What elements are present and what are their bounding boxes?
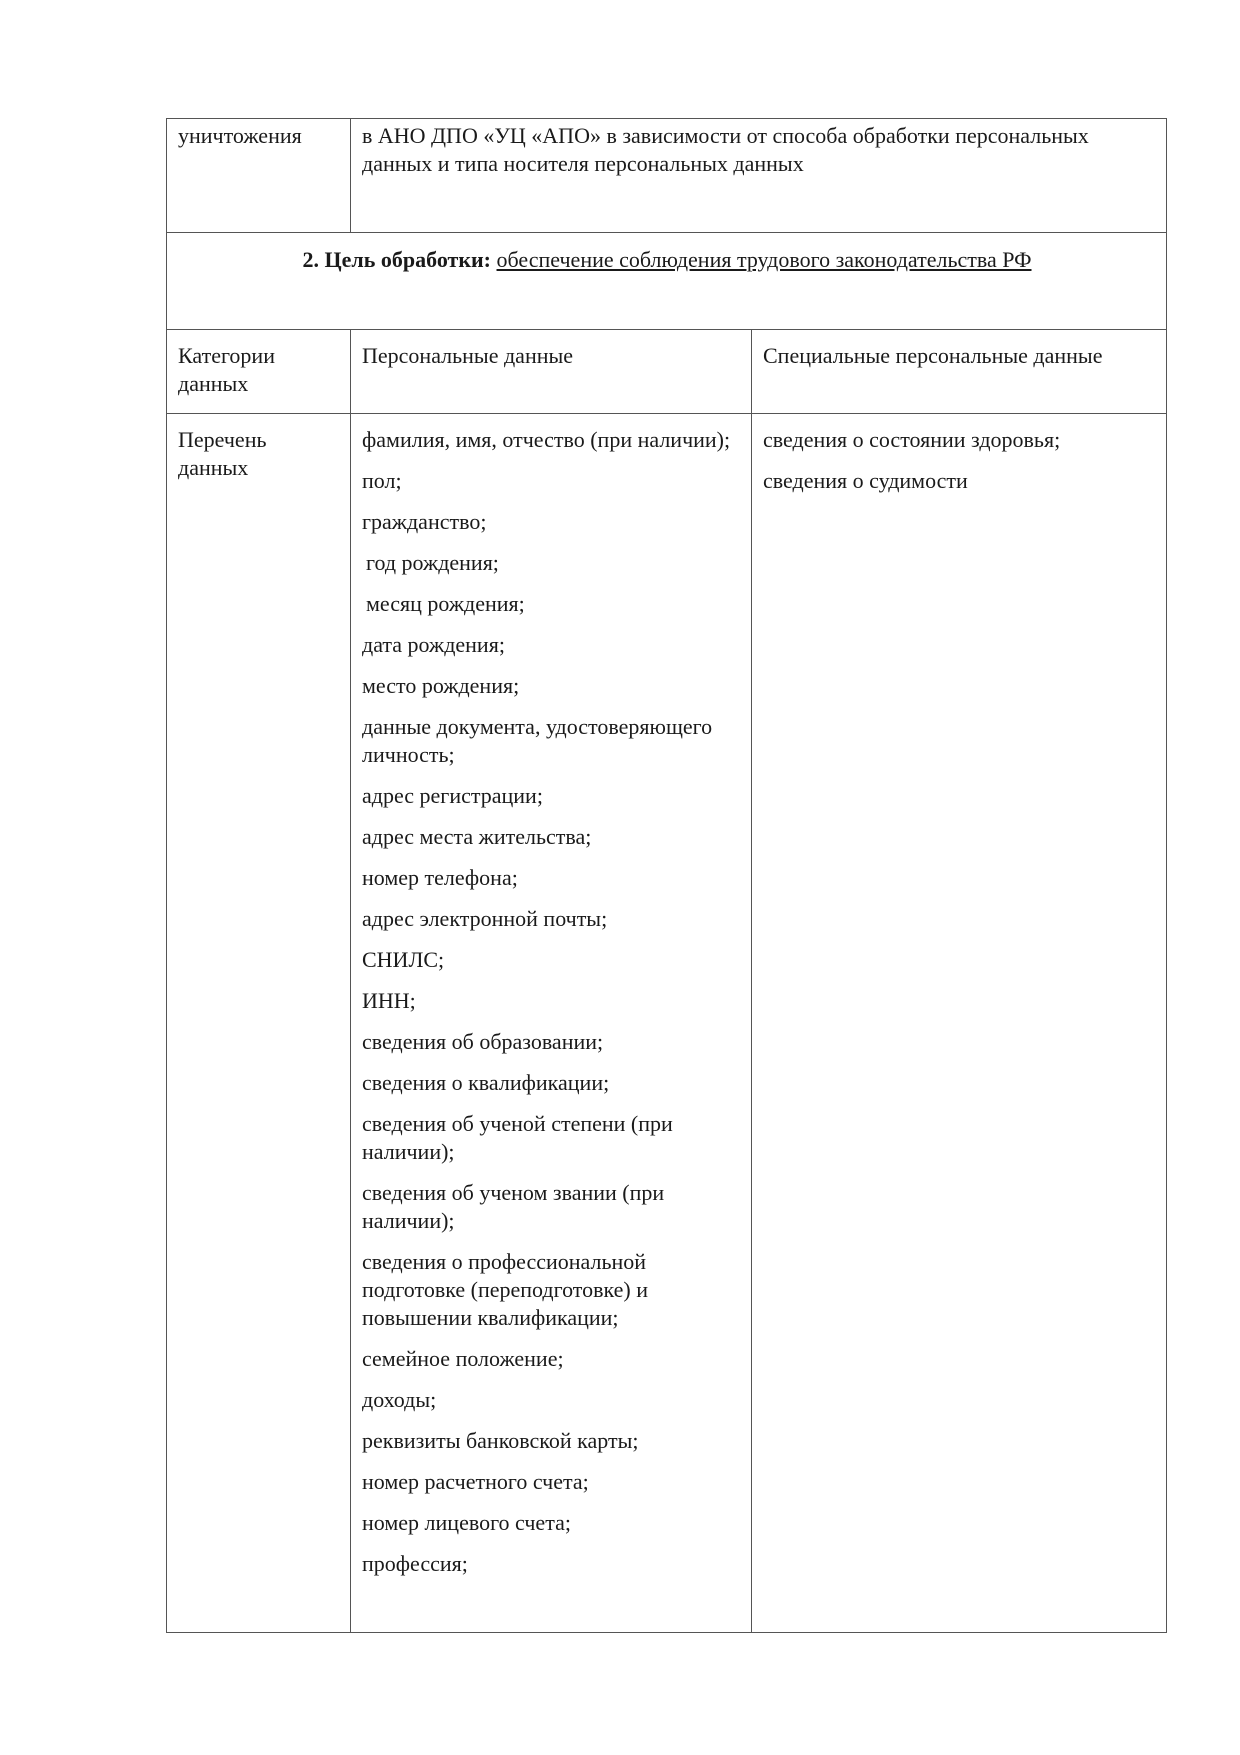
- list-item: адрес места жительства;: [362, 824, 592, 849]
- list-item: ИНН;: [362, 988, 416, 1013]
- table-cell: [351, 119, 1167, 233]
- table-cell: [351, 330, 752, 414]
- table-cell: [167, 414, 351, 1633]
- personal-data-table: [166, 118, 1167, 1633]
- list-item: доходы;: [362, 1387, 437, 1412]
- table-cell: [167, 119, 351, 233]
- purpose-text: обеспечение соблюдения трудового законодательства РФ: [496, 247, 1032, 272]
- list-item: СНИЛС;: [362, 947, 445, 972]
- table-cell: [167, 233, 1167, 330]
- table-row: [167, 233, 1167, 330]
- list-item: фамилия, имя, отчество (при наличии);: [362, 427, 731, 452]
- header-categories: Категории данных: [178, 343, 275, 396]
- list-item: сведения о квалификации;: [362, 1070, 610, 1095]
- special-data-list: [763, 426, 1156, 495]
- top-right-text: в АНО ДПО «УЦ «АПО» в зависимости от способа обработки персональных данных и типа носителя персональных данных: [362, 123, 1089, 176]
- table-row: [167, 119, 1167, 233]
- list-item: сведения о судимости: [763, 468, 968, 493]
- list-item: профессия;: [362, 1551, 468, 1576]
- list-item: сведения об образовании;: [362, 1029, 604, 1054]
- list-item: реквизиты банковской карты;: [362, 1428, 639, 1453]
- list-item: адрес электронной почты;: [362, 906, 608, 931]
- table-cell: [167, 330, 351, 414]
- list-item: месяц рождения;: [366, 591, 525, 616]
- list-item: номер лицевого счета;: [362, 1510, 571, 1535]
- table-row: [167, 414, 1167, 1633]
- table-cell: [351, 414, 752, 1633]
- list-item: адрес регистрации;: [362, 783, 543, 808]
- list-label: Перечень данных: [178, 427, 267, 480]
- header-special-data: Специальные персональные данные: [763, 343, 1103, 368]
- list-item: сведения об ученом звании (при наличии);: [362, 1180, 665, 1233]
- header-personal-data: Персональные данные: [362, 343, 574, 368]
- list-item: дата рождения;: [362, 632, 505, 657]
- list-item: сведения о профессиональной подготовке (переподготовке) и повышении квалификации;: [362, 1249, 648, 1330]
- top-left-text: уничтожения: [178, 123, 302, 148]
- purpose-label: 2. Цель обработки:: [302, 247, 492, 272]
- list-item: данные документа, удостоверяющего личность;: [362, 714, 713, 767]
- list-item: год рождения;: [366, 550, 499, 575]
- list-item: пол;: [362, 468, 402, 493]
- purpose-heading: [167, 233, 1166, 274]
- table-cell: [752, 330, 1167, 414]
- table-cell: [752, 414, 1167, 1633]
- list-item: гражданство;: [362, 509, 487, 534]
- list-item: сведения о состоянии здоровья;: [763, 427, 1061, 452]
- list-item: место рождения;: [362, 673, 520, 698]
- list-item: сведения об ученой степени (при наличии);: [362, 1111, 673, 1164]
- table-header-row: [167, 330, 1167, 414]
- personal-data-list: [362, 426, 741, 1578]
- list-item: номер телефона;: [362, 865, 518, 890]
- list-item: номер расчетного счета;: [362, 1469, 589, 1494]
- list-item: семейное положение;: [362, 1346, 564, 1371]
